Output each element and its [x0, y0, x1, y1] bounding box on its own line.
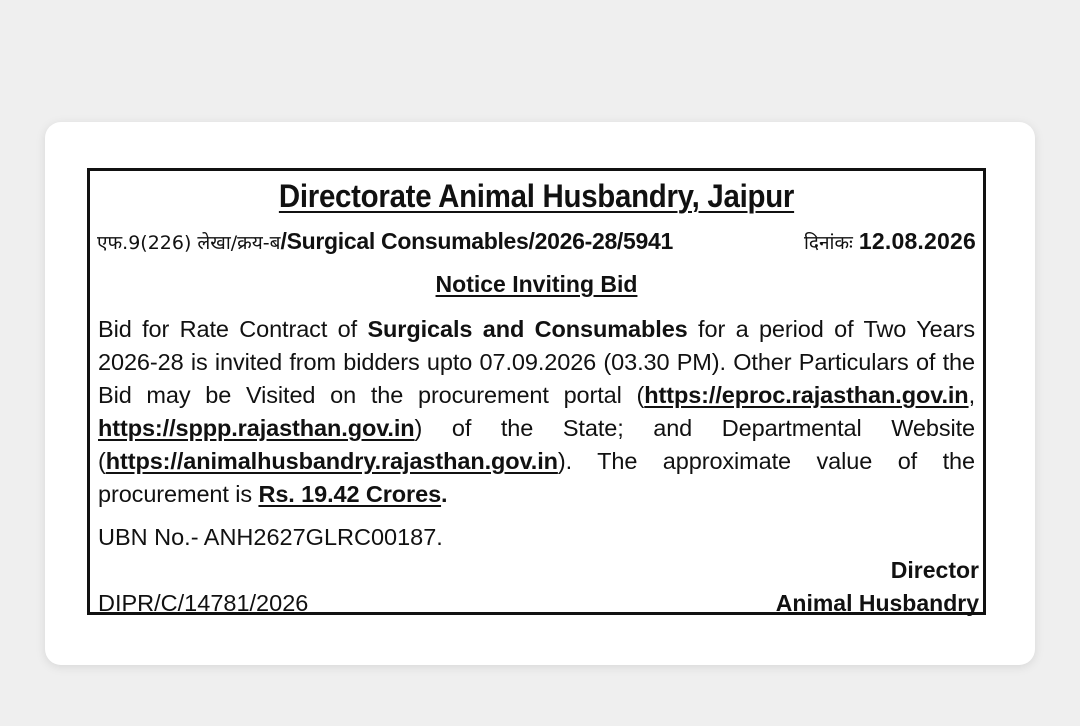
- item-name: Surgicals and Consumables: [367, 316, 688, 342]
- sppp-link[interactable]: https://sppp.rajasthan.gov.in: [98, 415, 415, 441]
- reference-date: [804, 226, 976, 258]
- reference-prefix: एफ.9(226) लेखा/क्रय-ब: [97, 232, 281, 254]
- notice-box: [87, 168, 986, 615]
- body-text-1: Bid for Rate Contract of: [98, 316, 368, 342]
- notice-body: [98, 313, 975, 511]
- department-website-link[interactable]: https://animalhusbandry.rajasthan.gov.in: [105, 448, 558, 474]
- reference-suffix: /Surgical Consumables/2026-28/5941: [280, 228, 673, 254]
- notice-subtitle: Notice Inviting Bid: [435, 271, 638, 297]
- reference-number: [97, 226, 673, 258]
- signatory-department: Animal Husbandry: [775, 590, 979, 616]
- link-separator: ,: [968, 382, 975, 408]
- notice-title: Directorate Animal Husbandry, Jaipur: [278, 178, 795, 214]
- date-label: दिनांकः: [803, 232, 853, 254]
- body-end: .: [441, 481, 448, 507]
- procurement-value: Rs. 19.42 Crores: [258, 481, 442, 507]
- eproc-link[interactable]: https://eproc.rajasthan.gov.in: [644, 382, 969, 408]
- body-text-3: ) of the State; and Departmental Website (: [98, 415, 975, 474]
- reference-line: [97, 226, 976, 256]
- dipr-number: DIPR/C/14781/2026: [98, 590, 309, 616]
- body-text-4: ). The approximate value of the procurement is: [98, 448, 975, 507]
- ubn-number: UBN No.- ANH2627GLRC00187.: [98, 524, 443, 550]
- body-text-2: for a period of Two Years 2026-28 is invited from bidders upto 07.09.2026 (03.30 PM). Other Particulars of the Bid may be Visited on the procurement portal (: [98, 316, 975, 408]
- date-value: 12.08.2026: [858, 228, 976, 254]
- signatory-title: Director: [890, 557, 979, 583]
